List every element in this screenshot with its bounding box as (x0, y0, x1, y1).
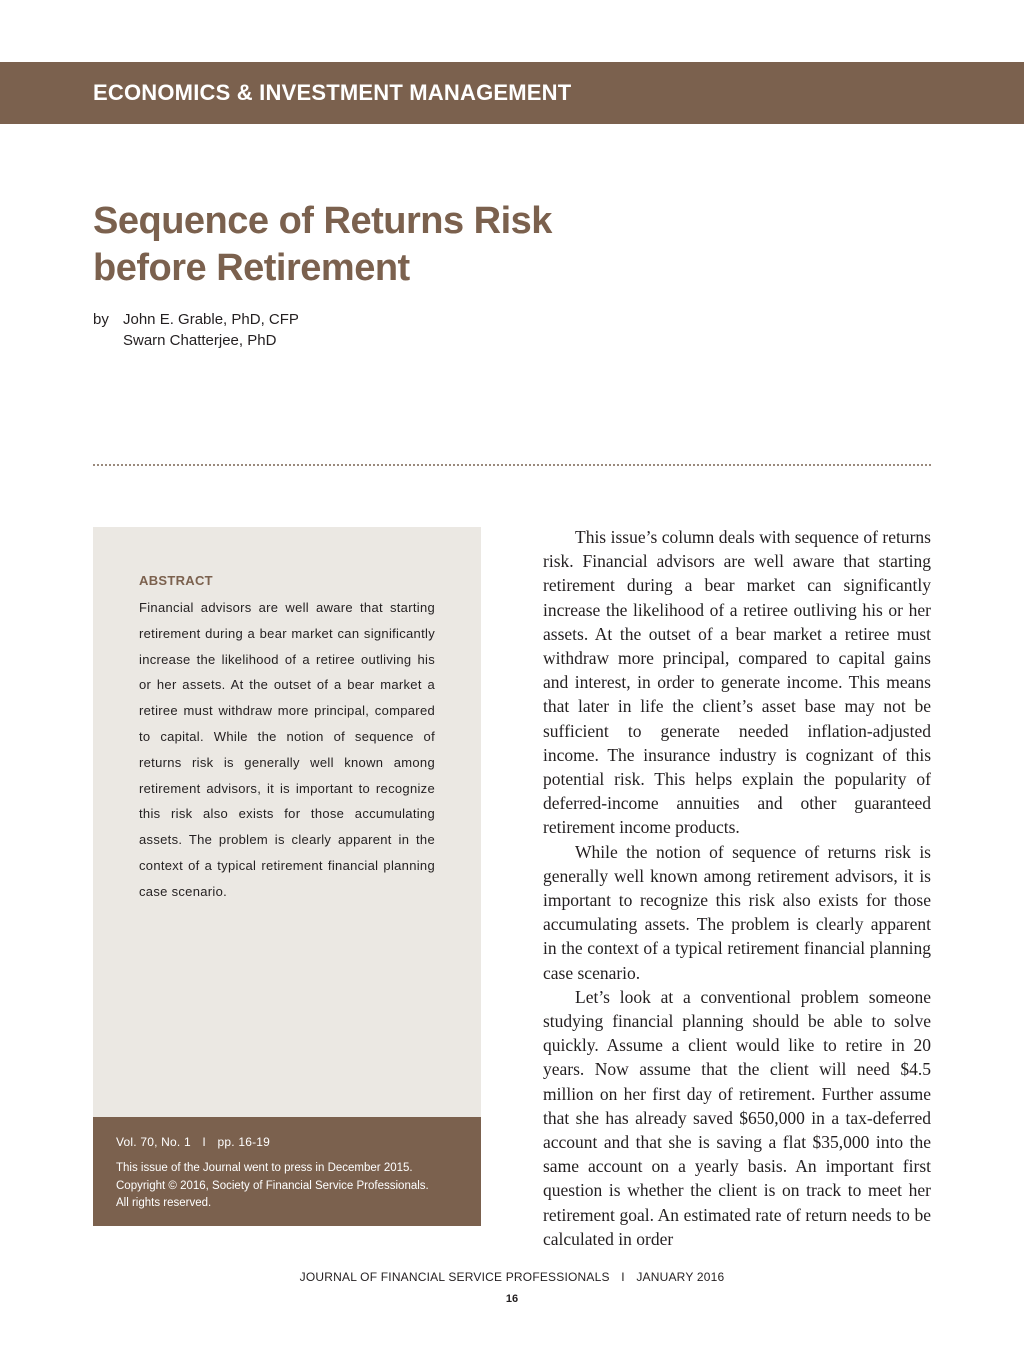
title-line-2: before Retirement (93, 247, 410, 289)
body-paragraph: This issue’s column deals with sequence of returns risk. Financial advisors are well aware that starting retirement during a bear market can significantly increase the likelihood of a retiree outliving his or her assets. At the outset of a bear market a retiree must withdraw more principal, compared to capital gains and interest, in order to generate income. This means that later in life the client’s asset base may not be sufficient to generate needed inflation-adjusted income. The insurance industry is cognizant of this potential risk. This helps explain the popularity of deferred-income annuities and other guaranteed retirement income products. (543, 527, 931, 838)
publication-info-panel (93, 1117, 481, 1226)
author-list (123, 309, 299, 351)
press-date-note: This issue of the Journal went to press in December 2015. (116, 1162, 413, 1174)
section-title: ECONOMICS & INVESTMENT MANAGEMENT (93, 80, 572, 105)
page-footer (0, 1270, 1024, 1284)
copyright-notice: Copyright © 2016, Society of Financial Service Professionals. (116, 1179, 429, 1192)
rights-notice: All rights reserved. (116, 1197, 212, 1209)
body-paragraph: Let’s look at a conventional problem someone studying financial planning should be able to solve quickly. Assume a client would like to retire in 20 years. Now assume that the client will need $4.5 million on her first day of retirement. Further assume that she has already saved $650,000 in a tax-deferred account and that she is saving a flat $35,000 into the same account on a yearly basis. An important first question is whether the client is on track to meet her retirement goal. An estimated rate of return needs to be calculated in order (543, 986, 931, 1249)
volume-number: Vol. 70, No. 1 (116, 1135, 191, 1149)
abstract-heading: ABSTRACT (139, 573, 213, 588)
article-body (543, 525, 931, 1251)
page-range: pp. 16-19 (217, 1135, 271, 1149)
press-note (116, 1160, 468, 1213)
abstract-text: Financial advisors are well aware that starting retirement during a bear market can significantly increase the likelihood of a retiree outliving his or her assets. At the outset of a bear market a retiree must withdraw more principal, compared to capital. While the notion of sequence of returns risk is generally well known among retirement advisors, it is important to recognize this risk also exists for those accumulating assets. The problem is clearly apparent in the context of a typical retirement financial planning case scenario. (139, 600, 435, 899)
page-number: 16 (505, 1293, 519, 1305)
body-paragraph: While the notion of sequence of returns risk is generally well known among retirement advisors, it is important to recognize this risk also exists for those accumulating assets. The problem is clearly apparent in the context of a typical retirement financial planning case scenario. (543, 841, 931, 983)
journal-name: JOURNAL OF FINANCIAL SERVICE PROFESSIONALS (299, 1270, 610, 1284)
footer-separator: I (621, 1270, 625, 1284)
author-name: John E. Grable, PhD, CFP (123, 311, 299, 328)
volume-line (116, 1135, 270, 1149)
author-name: Swarn Chatterjee, PhD (123, 332, 277, 349)
dotted-divider (93, 464, 931, 466)
separator: I (202, 1135, 206, 1149)
article-title (93, 198, 653, 292)
by-label: by (93, 311, 109, 328)
title-line-1: Sequence of Returns Risk (93, 200, 552, 242)
issue-date: JANUARY 2016 (636, 1270, 725, 1284)
